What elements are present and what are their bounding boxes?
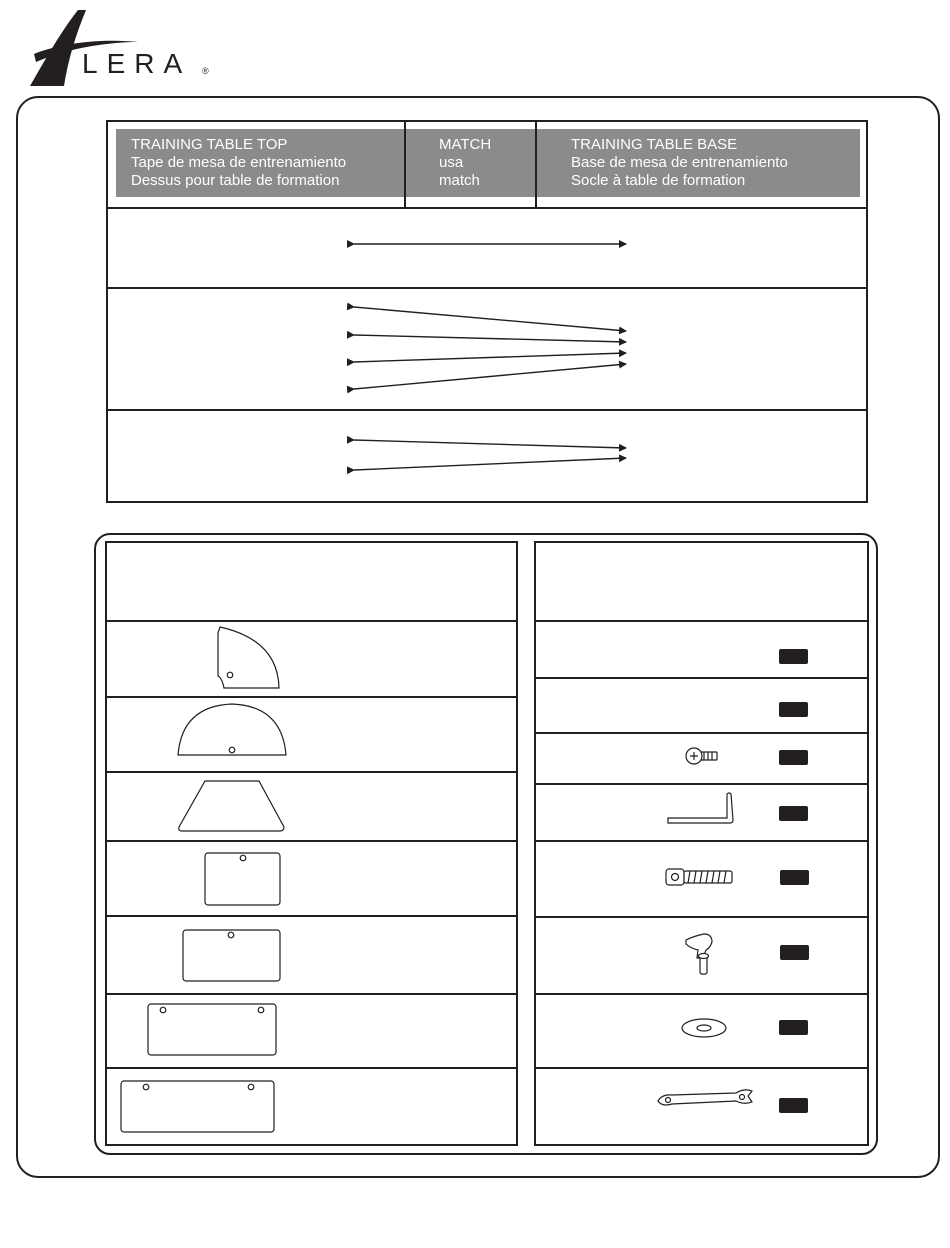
wrench-icon: [658, 1090, 752, 1105]
quantity-box: [780, 945, 809, 960]
quantity-box: [779, 1098, 808, 1113]
allen-key-icon: [668, 793, 733, 823]
quantity-box: [779, 702, 808, 717]
header-line: TRAINING TABLE TOP: [131, 136, 288, 153]
brand-wordmark: LERA: [82, 48, 192, 79]
header-line: Socle à table de formation: [571, 172, 746, 189]
quantity-box: [779, 750, 808, 765]
header-line: TRAINING TABLE BASE: [571, 136, 738, 153]
header-line: MATCH: [439, 136, 492, 153]
quantity-box: [779, 806, 808, 821]
header-line: Dessus pour table de formation: [131, 172, 340, 189]
quantity-box: [780, 870, 809, 885]
quantity-box: [779, 649, 808, 664]
phillips-screw-icon: [686, 748, 717, 764]
header-line: Tape de mesa de entrenamiento: [131, 154, 347, 171]
socket-cap-bolt-icon: [666, 869, 732, 885]
header-line: match: [439, 172, 480, 189]
washer-icon: [682, 1019, 726, 1037]
quantity-box: [779, 1020, 808, 1035]
wing-knob-icon: [686, 934, 712, 974]
registered-mark: ®: [202, 66, 209, 76]
header-line: usa: [439, 154, 464, 171]
header-line: Base de mesa de entrenamiento: [571, 154, 788, 171]
